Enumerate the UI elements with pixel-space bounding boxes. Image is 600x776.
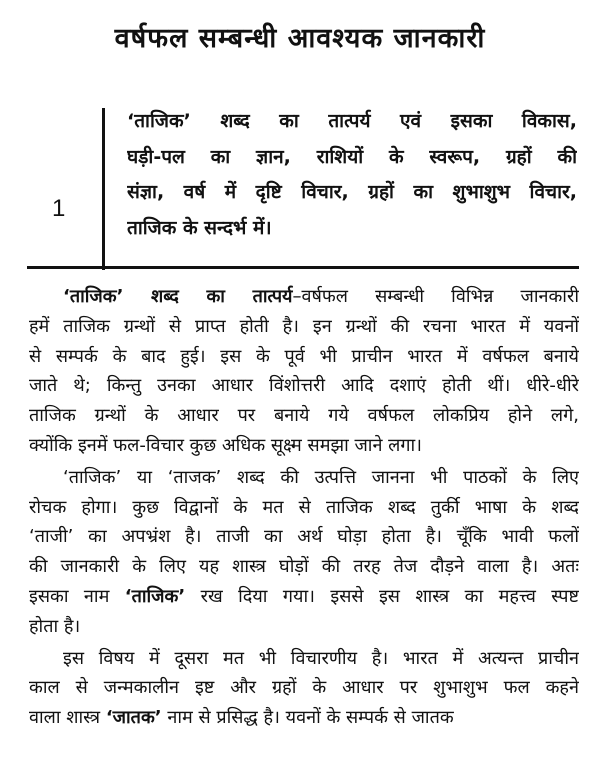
text-segment: वाला शास्त्र (29, 707, 106, 729)
chapter-summary-line: संज्ञा, वर्ष में दृष्टि विचार, ग्रहों का शुभाशुभ विचार, (127, 181, 577, 203)
text-line (29, 463, 579, 493)
bold-term: ‘ताजिक’ शब्द का तात्पर्य (63, 286, 293, 307)
text-line (29, 673, 579, 703)
text-segment: रख दिया गया। इससे इस शास्त्र का महत्त्व स्पष्ट (185, 585, 579, 607)
text-line (29, 703, 579, 733)
page-title: वर्षफल सम्बन्धी आवश्यक जानकारी (114, 23, 486, 54)
text-segment: हमें ताजिक ग्रन्थों से प्राप्त होती है। इन ग्रन्थों की रचना भारत में यवनों (29, 315, 579, 337)
text-segment: जाते थे; किन्तु उनका आधार विंशोत्तरी आदि दशाएं होती थीं। धीरे-धीरे (29, 375, 579, 397)
bold-term: ‘जातक’ (105, 707, 162, 729)
chapter-summary-line: घड़ी-पल का ज्ञान, राशियों के स्वरूप, ग्रहों की (127, 145, 577, 168)
text-segment: क्योंकि इनमें फल-विचार कुछ अधिक सूक्ष्म समझा जाने लगा। (29, 434, 423, 456)
text-segment: रोचक होगा। कुछ विद्वानों के मत से ताजिक शब्द तुर्की भाषा के शब्द (29, 496, 579, 518)
bold-term: ‘ताजिक’ (124, 585, 186, 607)
text-line (29, 282, 579, 312)
text-line (29, 342, 579, 372)
text-line (29, 582, 579, 612)
chapter-summary-line: ‘ताजिक’ शब्द का तात्पर्य एवं इसका विकास, (127, 110, 577, 132)
chapter-summary-line: ताजिक के सन्दर्भ में। (127, 216, 272, 239)
body-text (29, 282, 579, 733)
text-segment: ‘ताजिक’ या ‘ताजक’ शब्द की उत्पत्ति जानना भी पाठकों के लिए (63, 466, 579, 488)
text-line (29, 644, 579, 674)
chapter-box-vertical-rule (102, 108, 105, 270)
chapter-box-horizontal-rule (27, 266, 579, 269)
text-line (29, 431, 579, 461)
text-segment: से सम्पर्क के बाद हुई। इस के पूर्व भी प्राचीन भारत में वर्षफल बनाये (29, 345, 579, 367)
text-segment: नाम से प्रसिद्ध है। यवनों के सम्पर्क से जातक (161, 707, 454, 729)
chapter-summary (127, 104, 577, 246)
text-segment: की जानकारी के लिए यह शास्त्र घोड़ों की तरह तेज दौड़ने वाला है। अतः (29, 556, 579, 578)
text-segment: होता है। (29, 615, 81, 637)
text-line (29, 612, 579, 642)
chapter-number: 1 (52, 195, 66, 222)
text-segment: –वर्षफल सम्बन्धी विभिन्न जानकारी (292, 286, 579, 307)
text-segment: इस विषय में दूसरा मत भी विचारणीय है। भारत में अत्यन्त प्राचीन (63, 647, 579, 669)
paragraph (29, 463, 579, 642)
text-line (29, 493, 579, 523)
text-line (29, 312, 579, 342)
text-line (29, 522, 579, 552)
text-line (29, 552, 579, 582)
paragraph (29, 282, 579, 461)
text-segment: ताजिक ग्रन्थों के आधार पर बनाये गये वर्षफल लोकप्रिय होने लगे, (29, 405, 579, 427)
paragraph (29, 644, 579, 733)
text-line (29, 401, 579, 431)
text-segment: ‘ताजी’ का अपभ्रंश है। ताजी का अर्थ घोड़ा होता है। चूँकि भावी फलों (29, 526, 579, 548)
text-segment: इसका नाम (29, 585, 125, 607)
text-segment: काल से जन्मकालीन इष्ट और ग्रहों के आधार पर शुभाशुभ फल कहने (29, 677, 579, 699)
text-line (29, 371, 579, 401)
